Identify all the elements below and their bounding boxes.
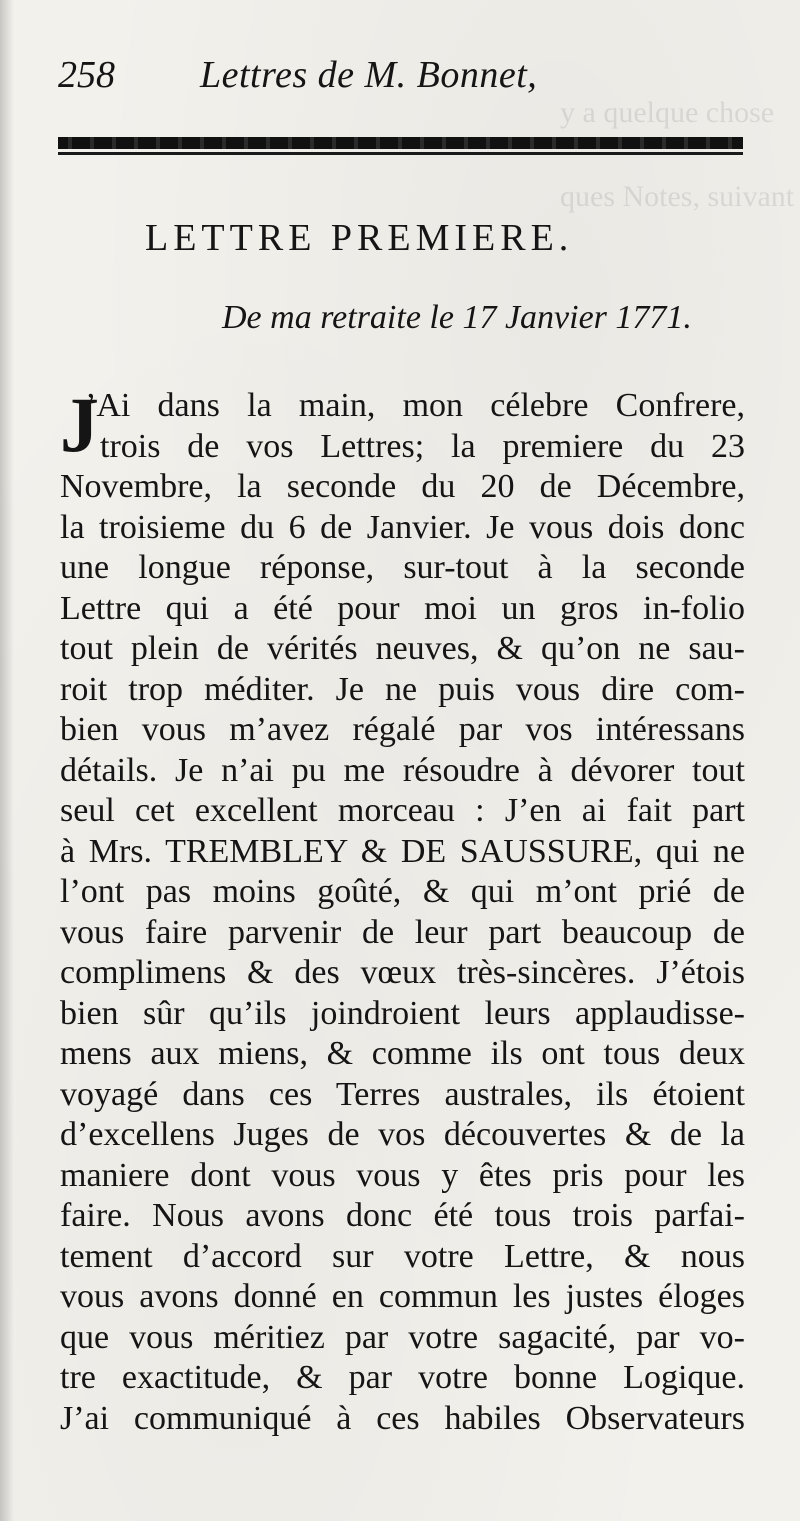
text-line: une longue réponse, sur-tout à la seconde <box>60 549 745 586</box>
text-line: bien vous m’avez régalé par vos intéressans <box>60 711 745 748</box>
text-line: J’ai communiqué à ces habiles Observateurs <box>60 1399 745 1437</box>
text-line: vous faire parvenir de leur part beaucoup de <box>60 913 745 951</box>
text-line: mens aux miens, & comme ils ont tous deux <box>60 1035 745 1072</box>
rule-thin <box>58 152 743 155</box>
text-line: tement d’accord sur votre Lettre, & nous <box>60 1237 745 1275</box>
text-line: d’excellens Juges de vos découvertes & de la <box>60 1116 745 1153</box>
text-line: que vous méritiez par votre sagacité, par vo- <box>60 1318 745 1356</box>
text-line: bien sûr qu’ils joindroient leurs applaudisse- <box>60 994 745 1032</box>
text-line: la troisieme du 6 de Janvier. Je vous dois donc <box>60 508 745 546</box>
dateline: De ma retraite le 17 Janvier 1771. <box>222 299 692 336</box>
text-line: à Mrs. TREMBLEY & DE SAUSSURE, qui ne <box>60 832 745 870</box>
text-line: l’ont pas moins goûté, & qui m’ont prié de <box>60 873 745 910</box>
page-gutter-shadow <box>0 0 14 1521</box>
text-line: roit trop méditer. Je ne puis vous dire com- <box>60 670 745 708</box>
text-line: tre exactitude, & par votre bonne Logique. <box>60 1359 745 1396</box>
text-line: ’Ai dans la main, mon célebre Confrere, <box>85 387 745 424</box>
text-line: Novembre, la seconde du 20 de Décembre, <box>60 468 745 505</box>
drop-cap: J <box>60 381 99 468</box>
rule-thick <box>58 137 743 149</box>
ornamental-rule <box>58 137 743 157</box>
text-line: seul cet excellent morceau : J’en ai fait part <box>60 792 745 829</box>
page-number: 258 <box>58 54 115 96</box>
text-line: tout plein de vérités neuves, & qu’on ne sau- <box>60 630 745 667</box>
text-line: faire. Nous avons donc été tous trois parfai- <box>60 1197 745 1234</box>
chapter-title: LETTRE PREMIERE. <box>145 217 574 259</box>
text-line: vous avons donné en commun les justes éloges <box>60 1278 745 1315</box>
bleed-through-text: ques Notes, suivant <box>560 180 795 213</box>
text-line: voyagé dans ces Terres australes, ils étoient <box>60 1075 745 1113</box>
running-head <box>58 50 758 100</box>
text-line: détails. Je n’ai pu me résoudre à dévorer tout <box>60 751 745 789</box>
letter-body <box>60 381 745 1439</box>
text-line: Lettre qui a été pour moi un gros in-folio <box>60 589 745 627</box>
running-title: Lettres de M. Bonnet, <box>200 54 538 96</box>
text-line: maniere dont vous vous y êtes pris pour les <box>60 1156 745 1194</box>
text-line: trois de vos Lettres; la premiere du 23 <box>100 427 745 465</box>
text-line: complimens & des vœux très-sincères. J’étois <box>60 954 745 991</box>
bleed-through-text: y a quelque chose <box>560 96 775 129</box>
